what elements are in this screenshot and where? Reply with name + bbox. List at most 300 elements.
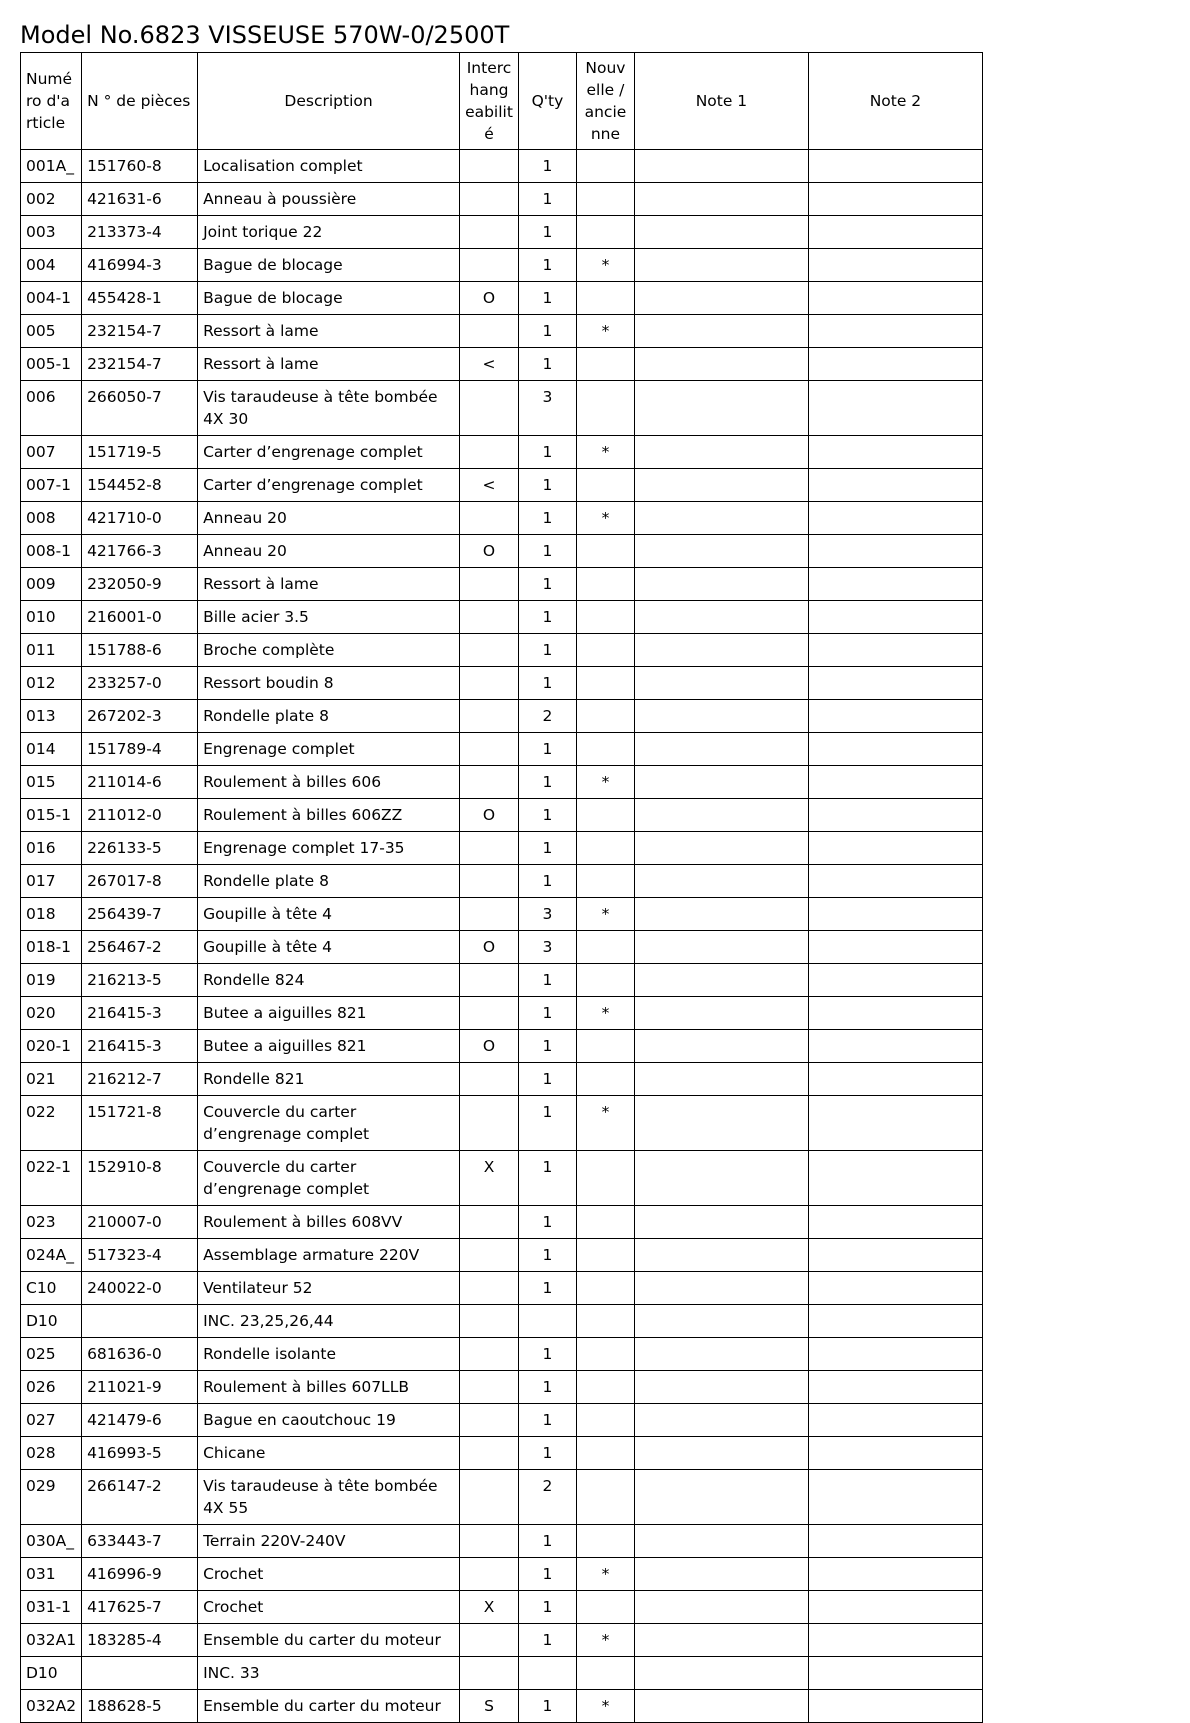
table-row xyxy=(21,700,983,733)
cell-new-old xyxy=(576,733,634,766)
table-row xyxy=(21,1624,983,1657)
cell-item-number: 013 xyxy=(21,700,82,733)
cell-note-2 xyxy=(808,348,982,381)
cell-note-1 xyxy=(634,865,808,898)
header-note-2: Note 2 xyxy=(808,53,982,150)
cell-interchangeability xyxy=(460,1404,519,1437)
cell-description: INC. 33 xyxy=(198,1657,460,1690)
cell-quantity: 1 xyxy=(518,1063,576,1096)
cell-new-old xyxy=(576,700,634,733)
cell-item-number: 008-1 xyxy=(21,535,82,568)
cell-note-1 xyxy=(634,150,808,183)
cell-item-number: 007-1 xyxy=(21,469,82,502)
cell-part-number: 256467-2 xyxy=(82,931,198,964)
cell-new-old: * xyxy=(576,1558,634,1591)
cell-quantity: 1 xyxy=(518,733,576,766)
cell-interchangeability xyxy=(460,766,519,799)
cell-interchangeability xyxy=(460,964,519,997)
cell-quantity: 1 xyxy=(518,799,576,832)
table-row xyxy=(21,601,983,634)
cell-description: Localisation complet xyxy=(198,150,460,183)
table-row xyxy=(21,865,983,898)
cell-description: Roulement à billes 606 xyxy=(198,766,460,799)
cell-new-old xyxy=(576,1063,634,1096)
cell-part-number: 416993-5 xyxy=(82,1437,198,1470)
cell-new-old xyxy=(576,1470,634,1525)
cell-interchangeability xyxy=(460,700,519,733)
cell-part-number: 216001-0 xyxy=(82,601,198,634)
table-row xyxy=(21,348,983,381)
cell-note-1 xyxy=(634,249,808,282)
cell-note-1 xyxy=(634,1558,808,1591)
cell-quantity: 1 xyxy=(518,1371,576,1404)
cell-item-number: 023 xyxy=(21,1206,82,1239)
cell-description: Anneau 20 xyxy=(198,535,460,568)
table-row xyxy=(21,282,983,315)
table-row xyxy=(21,436,983,469)
cell-part-number: 151789-4 xyxy=(82,733,198,766)
cell-note-2 xyxy=(808,931,982,964)
cell-new-old: * xyxy=(576,436,634,469)
cell-description: Assemblage armature 220V xyxy=(198,1239,460,1272)
cell-note-2 xyxy=(808,282,982,315)
cell-note-2 xyxy=(808,1272,982,1305)
cell-interchangeability: X xyxy=(460,1591,519,1624)
cell-quantity: 1 xyxy=(518,1272,576,1305)
cell-part-number: 211014-6 xyxy=(82,766,198,799)
cell-note-1 xyxy=(634,667,808,700)
cell-quantity: 1 xyxy=(518,1437,576,1470)
cell-note-1 xyxy=(634,1305,808,1338)
table-header-row xyxy=(21,53,983,150)
cell-new-old xyxy=(576,1525,634,1558)
cell-quantity: 1 xyxy=(518,667,576,700)
cell-part-number: 216415-3 xyxy=(82,997,198,1030)
table-row xyxy=(21,1525,983,1558)
cell-quantity: 1 xyxy=(518,1206,576,1239)
cell-note-2 xyxy=(808,601,982,634)
cell-part-number: 213373-4 xyxy=(82,216,198,249)
cell-part-number: 266050-7 xyxy=(82,381,198,436)
cell-note-1 xyxy=(634,282,808,315)
cell-part-number: 421710-0 xyxy=(82,502,198,535)
cell-part-number: 151719-5 xyxy=(82,436,198,469)
cell-part-number: 240022-0 xyxy=(82,1272,198,1305)
cell-interchangeability: O xyxy=(460,1030,519,1063)
cell-description: Bague de blocage xyxy=(198,282,460,315)
cell-description: Rondelle isolante xyxy=(198,1338,460,1371)
cell-description: Ressort à lame xyxy=(198,315,460,348)
cell-part-number: 183285-4 xyxy=(82,1624,198,1657)
cell-note-2 xyxy=(808,1624,982,1657)
cell-note-1 xyxy=(634,1272,808,1305)
cell-description: Crochet xyxy=(198,1591,460,1624)
table-row xyxy=(21,832,983,865)
cell-item-number: D10 xyxy=(21,1657,82,1690)
cell-note-2 xyxy=(808,1558,982,1591)
cell-quantity: 1 xyxy=(518,1151,576,1206)
cell-item-number: 002 xyxy=(21,183,82,216)
cell-item-number: 003 xyxy=(21,216,82,249)
cell-note-1 xyxy=(634,216,808,249)
cell-quantity: 3 xyxy=(518,381,576,436)
cell-part-number: 633443-7 xyxy=(82,1525,198,1558)
cell-quantity: 3 xyxy=(518,898,576,931)
cell-note-1 xyxy=(634,1151,808,1206)
table-row xyxy=(21,469,983,502)
cell-quantity: 1 xyxy=(518,216,576,249)
table-row xyxy=(21,1371,983,1404)
cell-item-number: 020 xyxy=(21,997,82,1030)
cell-item-number: 016 xyxy=(21,832,82,865)
cell-new-old xyxy=(576,1404,634,1437)
cell-note-2 xyxy=(808,1690,982,1723)
cell-note-2 xyxy=(808,1305,982,1338)
cell-interchangeability: O xyxy=(460,799,519,832)
cell-note-1 xyxy=(634,469,808,502)
cell-item-number: 025 xyxy=(21,1338,82,1371)
cell-quantity: 2 xyxy=(518,1470,576,1525)
cell-note-2 xyxy=(808,436,982,469)
page-title: Model No.6823 VISSEUSE 570W-0/2500T xyxy=(20,21,510,49)
cell-note-2 xyxy=(808,1437,982,1470)
cell-new-old xyxy=(576,381,634,436)
cell-new-old xyxy=(576,535,634,568)
table-row xyxy=(21,1206,983,1239)
cell-interchangeability xyxy=(460,1525,519,1558)
cell-interchangeability xyxy=(460,898,519,931)
cell-new-old xyxy=(576,216,634,249)
cell-part-number: 216213-5 xyxy=(82,964,198,997)
cell-note-2 xyxy=(808,1096,982,1151)
cell-quantity: 1 xyxy=(518,1690,576,1723)
cell-item-number: 027 xyxy=(21,1404,82,1437)
cell-description: Anneau 20 xyxy=(198,502,460,535)
cell-item-number: 005 xyxy=(21,315,82,348)
cell-interchangeability xyxy=(460,733,519,766)
cell-part-number: 421766-3 xyxy=(82,535,198,568)
cell-new-old xyxy=(576,601,634,634)
cell-note-2 xyxy=(808,1151,982,1206)
cell-note-2 xyxy=(808,1063,982,1096)
cell-quantity: 1 xyxy=(518,1030,576,1063)
cell-quantity: 1 xyxy=(518,997,576,1030)
cell-description: Ressort à lame xyxy=(198,568,460,601)
cell-note-1 xyxy=(634,183,808,216)
cell-note-1 xyxy=(634,766,808,799)
cell-description: Carter d’engrenage complet xyxy=(198,436,460,469)
cell-item-number: 028 xyxy=(21,1437,82,1470)
cell-new-old xyxy=(576,799,634,832)
cell-item-number: 001A_ xyxy=(21,150,82,183)
cell-item-number: 017 xyxy=(21,865,82,898)
cell-new-old xyxy=(576,865,634,898)
cell-interchangeability xyxy=(460,1096,519,1151)
cell-item-number: 010 xyxy=(21,601,82,634)
cell-interchangeability xyxy=(460,865,519,898)
table-row xyxy=(21,1063,983,1096)
cell-new-old: * xyxy=(576,898,634,931)
cell-description: Rondelle plate 8 xyxy=(198,700,460,733)
cell-new-old xyxy=(576,1305,634,1338)
cell-note-1 xyxy=(634,502,808,535)
header-note-1: Note 1 xyxy=(634,53,808,150)
cell-quantity: 1 xyxy=(518,535,576,568)
cell-quantity: 2 xyxy=(518,700,576,733)
cell-description: Ventilateur 52 xyxy=(198,1272,460,1305)
cell-note-2 xyxy=(808,1206,982,1239)
cell-note-2 xyxy=(808,1404,982,1437)
cell-note-1 xyxy=(634,1525,808,1558)
cell-part-number: 517323-4 xyxy=(82,1239,198,1272)
cell-interchangeability xyxy=(460,1657,519,1690)
cell-quantity: 1 xyxy=(518,436,576,469)
cell-description: Joint torique 22 xyxy=(198,216,460,249)
cell-note-2 xyxy=(808,1591,982,1624)
cell-note-2 xyxy=(808,535,982,568)
cell-new-old xyxy=(576,348,634,381)
cell-description: Roulement à billes 606ZZ xyxy=(198,799,460,832)
cell-note-1 xyxy=(634,832,808,865)
cell-note-2 xyxy=(808,502,982,535)
cell-interchangeability: < xyxy=(460,469,519,502)
cell-note-2 xyxy=(808,799,982,832)
cell-note-2 xyxy=(808,216,982,249)
cell-quantity: 1 xyxy=(518,601,576,634)
table-row xyxy=(21,1470,983,1525)
table-row xyxy=(21,1558,983,1591)
cell-part-number: 210007-0 xyxy=(82,1206,198,1239)
cell-item-number: 004 xyxy=(21,249,82,282)
cell-item-number: 005-1 xyxy=(21,348,82,381)
header-description: Description xyxy=(198,53,460,150)
cell-interchangeability xyxy=(460,667,519,700)
cell-quantity: 1 xyxy=(518,315,576,348)
cell-description: Ensemble du carter du moteur xyxy=(198,1690,460,1723)
cell-new-old xyxy=(576,964,634,997)
cell-item-number: 015 xyxy=(21,766,82,799)
cell-new-old: * xyxy=(576,249,634,282)
cell-quantity: 1 xyxy=(518,1404,576,1437)
cell-item-number: 022 xyxy=(21,1096,82,1151)
cell-part-number: 421479-6 xyxy=(82,1404,198,1437)
table-row xyxy=(21,931,983,964)
table-row xyxy=(21,964,983,997)
cell-item-number: 006 xyxy=(21,381,82,436)
cell-part-number: 267202-3 xyxy=(82,700,198,733)
table-row xyxy=(21,1657,983,1690)
cell-new-old xyxy=(576,667,634,700)
cell-new-old xyxy=(576,183,634,216)
cell-part-number: 266147-2 xyxy=(82,1470,198,1525)
cell-interchangeability xyxy=(460,1371,519,1404)
cell-interchangeability xyxy=(460,436,519,469)
cell-new-old xyxy=(576,1030,634,1063)
cell-part-number: 416994-3 xyxy=(82,249,198,282)
cell-note-1 xyxy=(634,1206,808,1239)
cell-part-number: 216415-3 xyxy=(82,1030,198,1063)
cell-note-2 xyxy=(808,469,982,502)
table-row xyxy=(21,898,983,931)
cell-interchangeability: < xyxy=(460,348,519,381)
cell-note-1 xyxy=(634,964,808,997)
cell-note-2 xyxy=(808,634,982,667)
cell-part-number: 416996-9 xyxy=(82,1558,198,1591)
header-part-number: N ° de pièces xyxy=(82,53,198,150)
cell-note-2 xyxy=(808,964,982,997)
cell-new-old xyxy=(576,150,634,183)
cell-item-number: 009 xyxy=(21,568,82,601)
cell-quantity: 1 xyxy=(518,568,576,601)
cell-quantity: 1 xyxy=(518,282,576,315)
cell-part-number: 211012-0 xyxy=(82,799,198,832)
cell-note-1 xyxy=(634,1624,808,1657)
cell-note-1 xyxy=(634,1690,808,1723)
cell-note-1 xyxy=(634,1591,808,1624)
cell-description: Couvercle du carter d’engrenage complet xyxy=(198,1151,460,1206)
cell-interchangeability xyxy=(460,832,519,865)
cell-note-2 xyxy=(808,150,982,183)
cell-new-old: * xyxy=(576,1690,634,1723)
cell-description: INC. 23,25,26,44 xyxy=(198,1305,460,1338)
cell-note-1 xyxy=(634,1096,808,1151)
table-row xyxy=(21,766,983,799)
cell-new-old xyxy=(576,282,634,315)
table-row xyxy=(21,183,983,216)
cell-quantity: 1 xyxy=(518,964,576,997)
cell-quantity: 1 xyxy=(518,1624,576,1657)
cell-interchangeability xyxy=(460,1272,519,1305)
cell-quantity: 1 xyxy=(518,502,576,535)
cell-new-old: * xyxy=(576,315,634,348)
cell-item-number: 019 xyxy=(21,964,82,997)
header-item-number: Numé ro d'a rticle xyxy=(21,53,82,150)
cell-quantity: 1 xyxy=(518,634,576,667)
table-row xyxy=(21,568,983,601)
cell-new-old: * xyxy=(576,766,634,799)
header-interchangeability: Interc hang eabilit é xyxy=(460,53,519,150)
cell-note-1 xyxy=(634,1063,808,1096)
cell-new-old xyxy=(576,1272,634,1305)
cell-description: Bague en caoutchouc 19 xyxy=(198,1404,460,1437)
table-row xyxy=(21,1690,983,1723)
cell-note-2 xyxy=(808,1371,982,1404)
cell-quantity: 1 xyxy=(518,348,576,381)
cell-note-1 xyxy=(634,1338,808,1371)
table-row xyxy=(21,1591,983,1624)
cell-item-number: 011 xyxy=(21,634,82,667)
cell-description: Bague de blocage xyxy=(198,249,460,282)
cell-interchangeability: O xyxy=(460,931,519,964)
cell-description: Anneau à poussière xyxy=(198,183,460,216)
cell-interchangeability xyxy=(460,249,519,282)
cell-description: Rondelle 824 xyxy=(198,964,460,997)
cell-item-number: 020-1 xyxy=(21,1030,82,1063)
cell-description: Engrenage complet xyxy=(198,733,460,766)
table-row xyxy=(21,1404,983,1437)
cell-note-2 xyxy=(808,1525,982,1558)
cell-note-2 xyxy=(808,568,982,601)
table-row xyxy=(21,381,983,436)
cell-interchangeability: X xyxy=(460,1151,519,1206)
table-row xyxy=(21,1030,983,1063)
cell-item-number: 021 xyxy=(21,1063,82,1096)
cell-description: Rondelle 821 xyxy=(198,1063,460,1096)
cell-part-number: 152910-8 xyxy=(82,1151,198,1206)
cell-item-number: 004-1 xyxy=(21,282,82,315)
cell-quantity: 1 xyxy=(518,1096,576,1151)
cell-note-2 xyxy=(808,1470,982,1525)
cell-note-1 xyxy=(634,568,808,601)
table-row xyxy=(21,216,983,249)
cell-note-2 xyxy=(808,1657,982,1690)
cell-item-number: D10 xyxy=(21,1305,82,1338)
cell-note-1 xyxy=(634,634,808,667)
cell-quantity: 1 xyxy=(518,1239,576,1272)
cell-interchangeability xyxy=(460,568,519,601)
cell-quantity xyxy=(518,1657,576,1690)
cell-new-old: * xyxy=(576,997,634,1030)
cell-new-old xyxy=(576,634,634,667)
cell-quantity: 1 xyxy=(518,766,576,799)
cell-interchangeability xyxy=(460,1470,519,1525)
cell-item-number: 030A_ xyxy=(21,1525,82,1558)
cell-note-2 xyxy=(808,832,982,865)
cell-note-1 xyxy=(634,535,808,568)
cell-description: Broche complète xyxy=(198,634,460,667)
cell-item-number: 012 xyxy=(21,667,82,700)
cell-part-number: 417625-7 xyxy=(82,1591,198,1624)
cell-interchangeability xyxy=(460,502,519,535)
cell-item-number: 014 xyxy=(21,733,82,766)
table-row xyxy=(21,502,983,535)
table-row xyxy=(21,1437,983,1470)
cell-note-2 xyxy=(808,381,982,436)
cell-item-number: 018-1 xyxy=(21,931,82,964)
cell-note-1 xyxy=(634,733,808,766)
cell-part-number: 226133-5 xyxy=(82,832,198,865)
cell-note-1 xyxy=(634,1437,808,1470)
cell-part-number: 188628-5 xyxy=(82,1690,198,1723)
cell-part-number: 151760-8 xyxy=(82,150,198,183)
cell-note-1 xyxy=(634,1239,808,1272)
table-row xyxy=(21,249,983,282)
cell-interchangeability xyxy=(460,1239,519,1272)
cell-quantity: 1 xyxy=(518,832,576,865)
table-row xyxy=(21,150,983,183)
cell-interchangeability xyxy=(460,216,519,249)
cell-part-number: 681636-0 xyxy=(82,1338,198,1371)
cell-note-1 xyxy=(634,1404,808,1437)
cell-description: Engrenage complet 17-35 xyxy=(198,832,460,865)
table-row xyxy=(21,1338,983,1371)
cell-interchangeability xyxy=(460,315,519,348)
cell-new-old xyxy=(576,1239,634,1272)
cell-interchangeability xyxy=(460,1305,519,1338)
cell-description: Goupille à tête 4 xyxy=(198,931,460,964)
cell-note-1 xyxy=(634,1470,808,1525)
cell-new-old xyxy=(576,1591,634,1624)
cell-quantity: 1 xyxy=(518,865,576,898)
cell-quantity: 1 xyxy=(518,249,576,282)
cell-note-1 xyxy=(634,381,808,436)
cell-interchangeability xyxy=(460,1206,519,1239)
cell-item-number: 032A1 xyxy=(21,1624,82,1657)
cell-part-number: 154452-8 xyxy=(82,469,198,502)
cell-item-number: 024A_ xyxy=(21,1239,82,1272)
cell-note-1 xyxy=(634,700,808,733)
cell-part-number: 151788-6 xyxy=(82,634,198,667)
